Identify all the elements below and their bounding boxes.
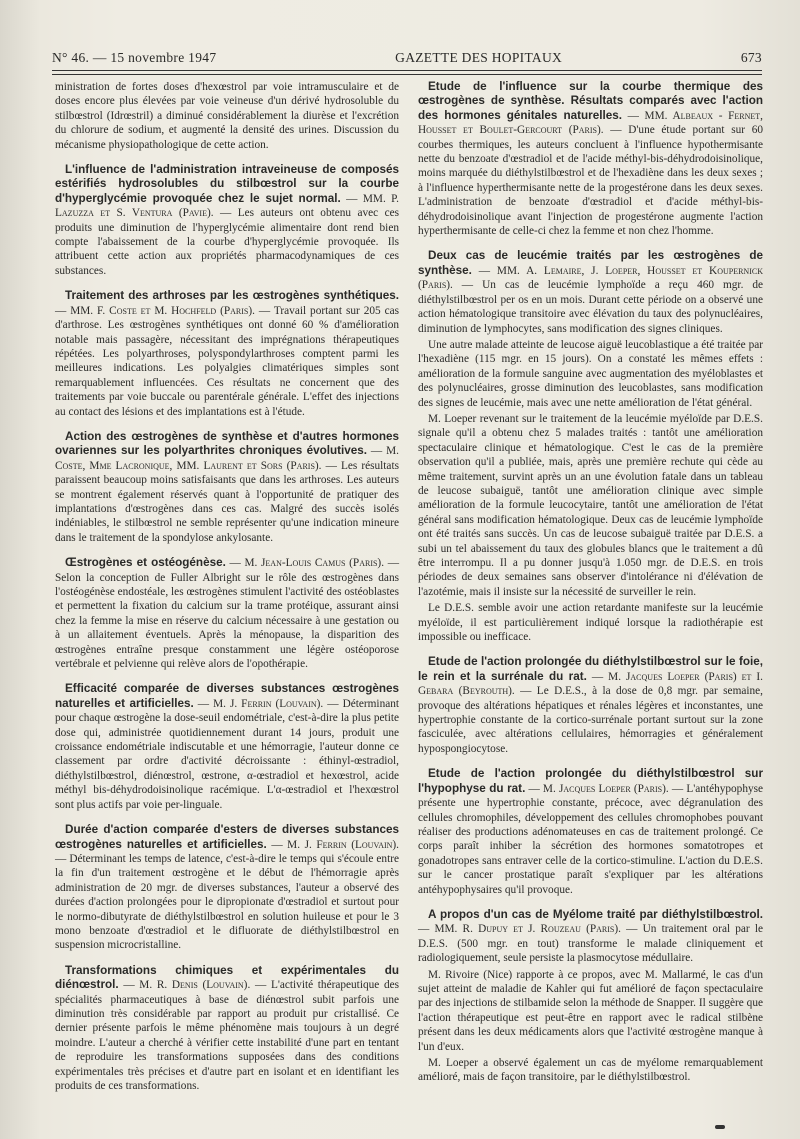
article-lead (55, 682, 399, 812)
article-title: Traitement des arthroses par les œstrogènes synthétiques. (65, 289, 399, 303)
article-title: A propos d'un cas de Myélome traité par diéthylstilbœstrol. (428, 907, 763, 921)
article (418, 908, 763, 1085)
article-paragraph: Le D.E.S. semble avoir une action retardante manifeste sur la leucémie myéloïde, il est particulièrement indiqué lorsque la radiothérapie est impossible ou inefficace. (418, 602, 763, 644)
article-lead (55, 964, 399, 1094)
article (418, 767, 763, 897)
article-byline: — M. Coste, Mme Lacronique, MM. Laurent et Sors (Paris). — (55, 445, 399, 472)
page-mark (715, 1125, 725, 1129)
article-byline: — MM. P. Lazuzza et S. Ventura (Pavie). — (55, 192, 400, 220)
article-text: Un cas de leucémie lymphoïde a reçu 460 mgr. de diéthylstilbœstrol per os en un mois. Durant cette période on a observé une action hématologique transitoire avec élévation du taux des polynucléaires, diminution de lymphocytes, sans modification des signes cliniques. (418, 279, 763, 335)
article-text: Les résultats paraissent beaucoup moins satisfaisants que dans les arthroses. Les auteurs se montrent également réservés quant à l'opportunité de pratiquer des implantations d'œstrogènes dans ces cas. Malgré des succès isolés indéniables, le stilbœstrol ne semble représenter qu'une indication mineure dans le traitement de la spondylose ankylosante. (55, 459, 399, 544)
article-byline: — M. J. Ferrin (Louvain). — (55, 838, 399, 865)
article-lead (55, 823, 399, 953)
article-paragraph: M. Loeper revenant sur le traitement de la leucémie myéloïde par D.E.S. signale qu'il a obtenu chez 5 malades traités : tantôt une amélioration spectaculaire clinique et hématologique. C'est le cas de la première observation qu'il a publiée, mais, après une première rechute qui cède au même traitement, survint après un an une évolution fatale dans un tableau de leucose subaiguë, tantôt une amélioration clinique avec simple amélioration de la formule leucocytaire, tantôt une amélioration de l'état général sans modification hématologique. Deux cas de leucémie lymphoïde ont été traités sans succès. Un cas de leucose subaiguë traitée par D.E.S. a subi un tel abaissement du taux des globules blancs que le traitement a dû être interrompu. Il a pu donner jusqu'à 1.050 mgr. de D.E.S. en trois périodes de deux semaines sans observer d'intolérance ni d'élévation de l'azotémie, mais il insiste sur la nécessité de surveiller le rein. (418, 412, 763, 598)
article-text: L'antéhypophyse présente une hypertrophie constante, précoce, avec dégranulation des cellules chromophiles, développement des cellules chromophobes pouvant réaliser des productions adénomateuses en cas de traitement prolongé. Ce corps paraît inhiber la sécrétion des hormones somatotropes et gonadotropes sans entraver celle de la cortico-stimuline. L'action du D.E.S. sur le cancer prostatique paraît s'expliquer par les altérations antéhypophysaires qu'il provoque. (418, 782, 764, 896)
page-number: 673 (740, 50, 762, 65)
right-column (418, 80, 763, 1096)
article-text: Déterminant pour chaque œstrogène la dose-seuil endométriale, c'est-à-dire la plus petite dose qui, administrée quotidiennement durant 14 jours, produit une croissance endométriale indiscutable et une hémorragie, l'auteur donne ce classement par ordre d'activité décroissante : éthinyl-œstradiol, diéthylstilbœstrol, diénœstrol, œstrone, α-œstradiol et hexœstrol, acide méthyl bis-déhydrodoisinolique racémique. L'α-œstradiol et l'hexœstrol sont plus actifs par voie per-linguale. (55, 697, 400, 811)
article (55, 163, 399, 278)
article-lead (418, 767, 763, 897)
article (418, 80, 763, 238)
article-byline: — M. Jacques Loeper (Paris). — (528, 782, 684, 795)
article-text: Travail portant sur 205 cas d'arthrose. Les œstrogènes synthétiques ont donné 60 % d'amélioration notable mais passagère, nécessitant des imprégnations thérapeutiques répétées. Les polyarthroses, polyspondylarthroses comptent parmi les meilleures indications. Les polyalgies climatériques simples sont remarquablement influencées. Ces résultats ne concernent que des traitements par voie buccale ou parentérale générale. L'effet des injections au contact des lésions et des implantations est à l'étude. (55, 304, 399, 418)
header-rule (52, 70, 762, 71)
article-text: D'une étude portant sur 60 courbes thermiques, les auteurs concluent à l'influence hypothermisante nette du benzoate d'œstradiol et de l'acide méthyl-bis-déhydrodoisinolique, moins marquée du diéthylstilbœstrol et de l'hexadiène dans les deux sexes ; à l'influence hyperthermisante nette de la progestérone dans les deux sexes. L'administration de benzoate d'œstradiol et d'acide méthyl-bis-déhydrodoisinolique avant l'injection de progestérone augmente l'action hyperthermisante de celle-ci chez la femme et non chez l'homme. (418, 124, 764, 238)
article (55, 430, 399, 545)
article-title: Deux cas de leucémie traités par les œstrogènes de synthèse. (418, 249, 763, 277)
article-byline: — M. Jean-Louis Camus (Paris). — (229, 557, 399, 570)
article-lead (418, 249, 763, 335)
article-text: Selon la conception de Fuller Albright sur le rôle des œstrogènes dans l'ostéogénèse endostéale, les œstrogènes stimulent l'activité des ostéoblastes et permettent la fixation du calcium sur la trame protéique, assurant ainsi chez la femme la mise en réserve du calcium nécessaire à une gestation ou à un allaitement éventuels. Après la ménopause, la disparition des œstrogènes entraîne presque constamment une légère ostéoporose vertébrale et pelvienne qui relève alors de l'opothérapie. (55, 571, 399, 671)
article-lead (55, 163, 399, 278)
article-byline: — M. J. Ferrin (Louvain). — (197, 697, 339, 710)
article (55, 682, 399, 812)
issue-date: N° 46. — 15 novembre 1947 (52, 50, 217, 65)
article-title: Action des œstrogènes de synthèse et d'autres hormones ovariennes sur les polyarthrites chroniques évolutives. (55, 429, 399, 458)
article (55, 823, 399, 953)
header-rule-thin (52, 74, 762, 75)
article-text: Déterminant les temps de latence, c'est-à-dire le temps qui s'écoule entre la fin d'un traitement œstrogène et le début de l'hémorragie après administration de 20 mgr. de diverses substances, l'auteur a observé des durées d'action prolongées pour le dipropionate d'œstradiol et surtout pour le normo-dibutyrate de diéthylstilbœstrol en solution huileuse et pour le 3 mono benzoate d'œstradiol et le difluorate de diéthylstilbœstrol en suspension microcristalline. (55, 852, 399, 952)
article-paragraph: Une autre malade atteinte de leucose aiguë leucoblastique a été traitée par l'hexadiène (115 mgr. en 15 jours). On a constaté les mêmes effets : amélioration de la formule sanguine avec augmentation des myéloblastes et des polynucléaires, grosse diminution des leucoblastes, sans modification des signes de leucémie, mais avec une nette amélioration de l'état général. (418, 338, 763, 409)
article-lead (418, 908, 763, 966)
article-byline: — M. Jacques Loeper (Paris) et I. Gebara (Beyrouth). — (418, 670, 763, 698)
continued-article (55, 80, 399, 152)
article-byline: — MM. Albeaux - Fernet, Housset et Boulet-Gercourt (Paris). — (418, 109, 763, 137)
article-text: Le D.E.S., à la dose de 0,8 mgr. par semaine, provoque des altérations hépatiques et rénales légères et inconstantes, une hypertrophie constante de la cortico-surrénale portant surtout sur la zone fasciculée, avec altérations cellulaires, hémorragies et généralement hypospongiocytose. (418, 685, 763, 755)
article-paragraph: ministration de fortes doses d'hexœstrol par voie intramusculaire et de doses encore plus élevées par voie veineuse d'un dérivé hydrosoluble du stilbœstrol (Idrœstril) a diminué considérablement la diurèse et l'excrétion du chlorure de sodium, et augmenté la densité des urines. Discussion du mécanisme physiopathologique de cette action. (55, 81, 399, 151)
article-title: Efficacité comparée de diverses substances œstrogènes naturelles et artificielles. (55, 682, 399, 710)
article-byline: — MM. A. Lemaire, J. Loeper, Housset et Koupernick (Paris). — (418, 264, 763, 292)
article-title: Durée d'action comparée d'esters de diverses substances œstrogènes naturelles et artificielles. (55, 823, 399, 851)
article-byline: — M. R. Denis (Louvain). — (123, 979, 267, 992)
article-title: Etude de l'influence sur la courbe thermique des œstrogènes de synthèse. Résultats comparés avec l'action des hormones génitales naturelles. (418, 80, 763, 122)
article-lead (418, 655, 763, 756)
left-column (55, 80, 399, 1104)
article-byline: — MM. F. Coste et M. Hochfeld (Paris). — (55, 304, 271, 317)
article (55, 289, 399, 419)
article-title: Œstrogènes et ostéogénèse. (65, 556, 226, 570)
article (418, 249, 763, 644)
article (418, 655, 763, 756)
running-header (52, 50, 762, 72)
article-paragraph: M. Rivoire (Nice) rapporte à ce propos, avec M. Mallarmé, le cas d'un sujet atteint de maladie de Kahler qui fut amélioré de façon spectaculaire par des injections de stilbamide selon la méthode de Snapper. Il suggère que l'action thérapeutique est peut-être en rapport avec le radical stilbène présent dans les deux médicaments alors que l'activité œstrogène manque à l'un d'eux. (418, 968, 763, 1053)
article-lead (418, 80, 763, 238)
article-title: Transformations chimiques et expérimentales du diénœstrol. (55, 963, 399, 992)
article-text: Les auteurs ont obtenu avec ces produits une diminution de l'hyperglycémie alimentaire dont rend bien compte l'abaissement de la courbe d'hyperglycémie provoquée. Ils attribuent cette action aux propriétés pharmacodynamiques de ces substances. (55, 207, 400, 277)
article-title: L'influence de l'administration intraveineuse de composés estérifiés hydrosolubles du stilbœstrol sur la courbe d'hyperglycémie provoquée chez le sujet normal. (55, 163, 399, 205)
article-lead (55, 430, 399, 545)
article-lead (55, 289, 399, 419)
article-text: L'activité thérapeutique des spécialités pharmaceutiques à base de diénœstrol subit parfois une diminution très considérable par rapport au produit pur cristallisé. Ce dernier présente parfois le même phénomène mais toujours à un degré moindre. L'auteur a cherché à vérifier cette instabilité d'une part en tentant de reproduire les transformations supposées dans des conditions expérimentales très précises et d'autre part en isolant et en identifiant les produits de ces transformations. (55, 979, 400, 1092)
article-paragraph: M. Loeper a observé également un cas de myélome remarquablement amélioré, mais de façon transitoire, par le diéthylstilbœstrol. (418, 1057, 763, 1084)
journal-title: GAZETTE DES HOPITAUX (395, 50, 563, 65)
article (55, 964, 399, 1094)
article (55, 556, 399, 671)
article-lead (55, 556, 399, 671)
article-byline: — MM. R. Dupuy et J. Rouzeau (Paris). — (418, 923, 638, 936)
article-title: Etude de l'action prolongée du diéthylstilbœstrol sur le foie, le rein et la surrénale du rat. (418, 655, 763, 683)
article-title: Etude de l'action prolongée du diéthylstilbœstrol sur l'hypophyse du rat. (418, 767, 763, 795)
article-text: Un traitement oral par le D.E.S. (500 mgr. en tout) transforme le malade cliniquement et radiologiquement, seule persiste la plasmocytose médullaire. (418, 923, 764, 965)
